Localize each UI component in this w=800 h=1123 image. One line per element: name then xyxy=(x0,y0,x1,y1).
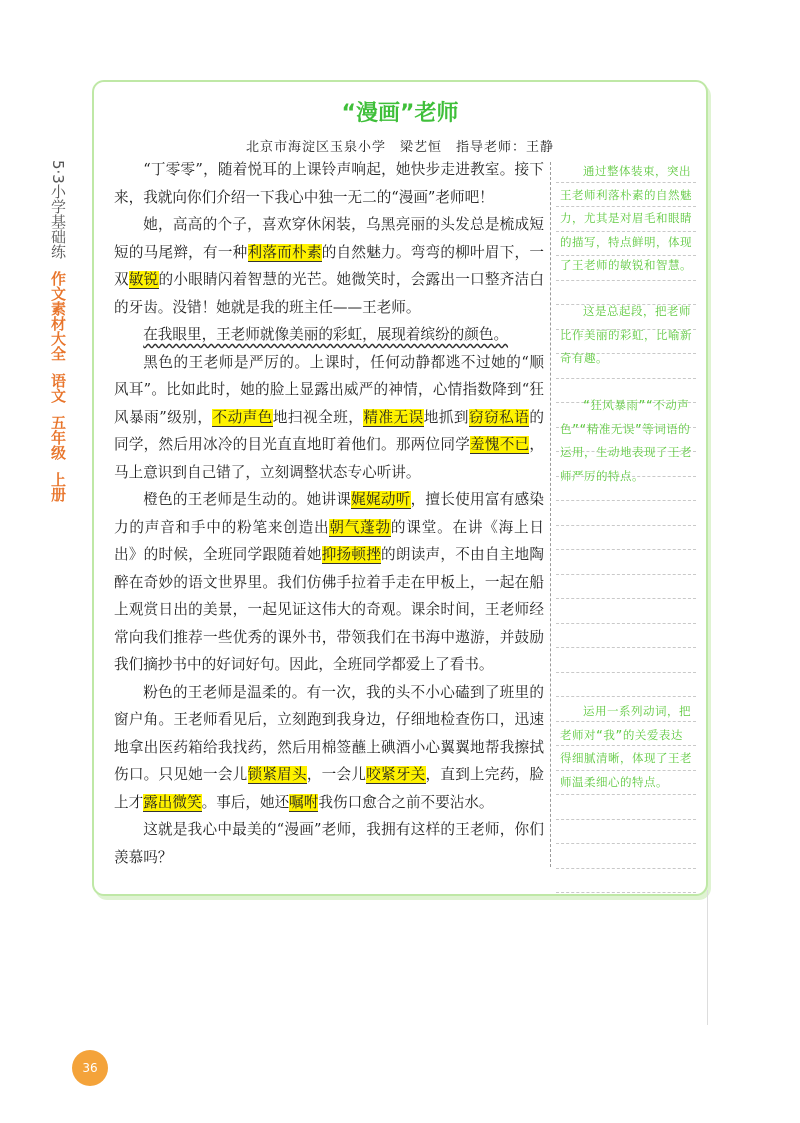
paragraph-7: 这就是我心中最美的“漫画”老师，我拥有这样的王老师，你们羡慕吗？ xyxy=(114,821,544,866)
note-rule-line xyxy=(556,648,696,673)
margin-note: 运用一系列动词，把老师对“我”的关爱表达得细腻清晰，体现了王老师温柔细心的特点。 xyxy=(560,704,692,789)
column-divider xyxy=(550,162,551,867)
highlight-phrase: 精准无误 xyxy=(363,408,424,426)
highlight-phrase: 露出微笑 xyxy=(143,793,202,811)
text-run: 的课堂。在讲《海上日出》的时候，全班同学跟随着她 xyxy=(114,518,544,563)
highlight-phrase: 咬紧牙关 xyxy=(366,766,426,783)
highlight-phrase: 朝气蓬勃 xyxy=(329,518,391,536)
text-run: 地扫视全班， xyxy=(272,408,364,426)
note-rule-line xyxy=(556,599,696,624)
text-run: 的同学，然后用冰冷的目光直直地盯着他们。那两位同学 xyxy=(114,408,544,453)
note-rule-line xyxy=(556,869,696,894)
highlight-phrase: 锁紧眉头 xyxy=(247,766,307,783)
text-run: 的小眼睛闪着智慧的光芒。她微笑时，会露出一口整齐洁白的牙齿。没错！她就是我的班主任——王老师。 xyxy=(114,271,544,316)
series-label: 5·3小学基础练 xyxy=(49,160,67,259)
paragraph-3 xyxy=(114,321,544,349)
margin-note: 这是总起段，把老师比作美丽的彩虹，比喻新奇有趣。 xyxy=(560,304,692,365)
highlight-phrase: 娓娓动听 xyxy=(351,491,411,508)
paragraph-2 xyxy=(114,211,544,321)
page-edge xyxy=(707,890,708,1025)
text-run: 她，高高的个子，喜欢穿休闲装，乌黑亮丽的头发总是梳成短短的马尾辫，有一种 xyxy=(114,216,544,261)
category-label: 作文素材大全 xyxy=(49,270,67,361)
grade-label: 五年级 xyxy=(49,414,67,460)
note-rule-line xyxy=(556,550,696,575)
margin-notes xyxy=(556,158,696,893)
text-run: 橙色的王老师是生动的。她讲课 xyxy=(143,491,352,508)
note-rule-line xyxy=(556,526,696,551)
highlight-phrase: 利落而朴素 xyxy=(247,243,322,261)
note-rule-line xyxy=(556,501,696,526)
note-rule-line xyxy=(556,673,696,698)
highlight-phrase: 抑扬顿挫 xyxy=(321,546,382,563)
text-run: 黑色的王老师是严厉的。上课时，任何动静都逃不过她的“顺风耳”。比如此时，她的脸上显露出威严的神情，心情指数降到“狂风暴雨”级别， xyxy=(114,353,544,426)
paragraph-4 xyxy=(114,349,544,487)
note-rule-line xyxy=(556,575,696,600)
note-rule-line xyxy=(556,844,696,869)
text-run: 地抓到 xyxy=(423,408,469,426)
page-number-badge: 36 xyxy=(72,1050,108,1086)
text-run: 。事后，她还 xyxy=(201,793,290,811)
margin-note: 通过整体装束，突出王老师利落朴素的自然魅力，尤其是对眉毛和眼睛的描写，特点鲜明，体现了王老师的敏锐和智慧。 xyxy=(560,164,692,272)
note-rule-line xyxy=(556,795,696,820)
term-label: 上册 xyxy=(49,471,67,502)
article-byline: 北京市海淀区玉泉小学 梁艺恒 指导老师：王静 xyxy=(245,140,554,155)
highlight-phrase: 羞愧不已 xyxy=(470,436,530,453)
article-card xyxy=(92,80,708,896)
highlight-phrase: 不动声色 xyxy=(212,408,273,426)
paragraph-6 xyxy=(114,679,544,817)
text-run: 我伤口愈合之前不要沾水。 xyxy=(318,793,494,811)
text-run: ，一会儿 xyxy=(306,766,367,783)
margin-note: “狂风暴雨”“不动声色”“精准无误”等词语的运用，生动地表现了王老师严厉的特点。 xyxy=(560,398,692,483)
article-body xyxy=(114,156,544,871)
text-run: ，马上意识到自己错了，立刻调整状态专心听讲。 xyxy=(114,436,544,481)
subject-label: 语文 xyxy=(49,372,67,403)
paragraph-5 xyxy=(114,486,544,679)
highlight-phrase: 敏锐 xyxy=(128,271,159,288)
text-run: ，直到上完药，脸上才 xyxy=(114,766,544,811)
paragraph-1: “丁零零”，随着悦耳的上课铃声响起，她快步走进教室。接下来，我就向你们介绍一下我心中独一无二的“漫画”老师吧！ xyxy=(114,161,544,206)
text-run: 的朗读声，不由自主地陶醉在奇妙的语文世界里。我们仿佛手拉着手走在甲板上，一起在船上观赏日出的美景，一起见证这伟大的奇观。课余时间，王老师经常向我们推荐一些优秀的课外书，带领我们在书海中遨游，并鼓励我们摘抄书中的好词好句。因此，全班同学都爱上了看书。 xyxy=(114,546,544,673)
side-tab xyxy=(44,160,72,502)
text-run: 粉色的王老师是温柔的。有一次，我的头不小心磕到了班里的窗户角。王老师看见后，立刻跑到我身边，仔细地检查伤口，迅速地拿出医药箱给我找药，然后用棉签蘸上碘酒小心翼翼地帮我擦拭伤口。只见她一会儿 xyxy=(114,683,544,783)
highlight-phrase: 嘱咐 xyxy=(289,793,319,811)
wavy-underline-sentence: 在我眼里，王老师就像美丽的彩虹，展现着缤纷的颜色。 xyxy=(143,326,509,343)
note-rule-line xyxy=(556,624,696,649)
text-run: ，擅长使用富有感染力的声音和手中的粉笔来创造出 xyxy=(114,491,544,536)
text-run: 的自然魅力。弯弯的柳叶眉下，一双 xyxy=(114,243,544,288)
highlight-phrase: 窃窃私语 xyxy=(469,408,530,426)
article-title: “漫画”老师 xyxy=(341,101,459,126)
note-rule-line xyxy=(556,820,696,845)
